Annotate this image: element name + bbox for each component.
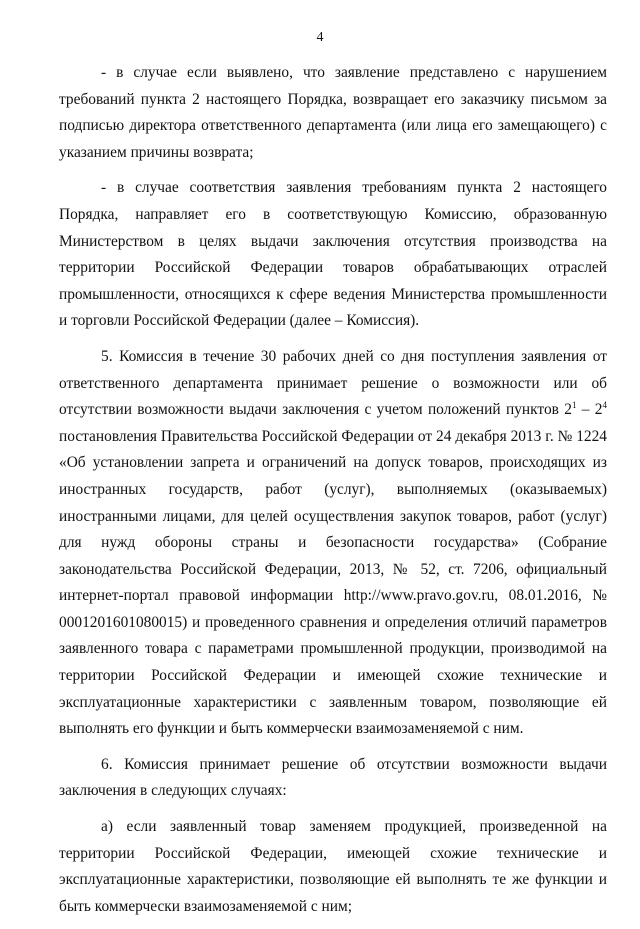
item-5-text-start: 5. Комиссия в течение 30 рабочих дней со дня поступления заявления от ответственного департамента принимает решение о возможности или об отсутствии возможности выдачи заключения с учетом положений пунктов 2 <box>59 347 607 419</box>
paragraph-commission-referral: - в случае соответствия заявления требованиям пункта 2 настоящего Порядка, направляет его в соответствующую Комиссию, образованную Министерством в целях выдачи заключения отсутствия производства на территории Российской Федерации товаров обрабатывающих отраслей промышленности, относящихся к сфере ведения Министерства промышленности и торговли Российской Федерации (далее – Комиссия). <box>59 179 607 330</box>
page-number: 4 <box>316 30 324 45</box>
superscript-1: 1 <box>571 400 577 411</box>
paragraph-subitem-a: а) если заявленный товар заменяем продукцией, произведенной на территории Российской Федерации, имеющей схожие технические и эксплуатационные характеристики, позволяющие ей выполнять те же функции и быть коммерчески взаимозаменяемой с ним; <box>59 818 607 915</box>
superscript-4: 4 <box>602 400 607 411</box>
paragraph-item-6: 6. Комиссия принимает решение об отсутствии возможности выдачи заключения в следующих случаях: <box>59 755 607 800</box>
item-5-dash: – 2 <box>576 401 603 419</box>
paragraph-return-clause: - в случае если выявлено, что заявление представлено с нарушением требований пункта 2 настоящего Порядка, возвращает его заказчику письмом за подписью директора ответственного департамента (или лица его замещающего) с указанием причины возврата; <box>59 64 607 161</box>
document-body <box>59 60 607 929</box>
item-5-text-end: постановления Правительства Российской Федерации от 24 декабря 2013 г. № 1224 «Об установлении запрета и ограничений на допуск товаров, происходящих из иностранных государств, работ (услуг), выполняемых (оказываемых) иностранными лицами, для целей осуществления закупок товаров, работ (услуг) для нужд обороны страны и безопасности государства» (Собрание законодательства Российской Федерации, 2013, № 52, ст. 7206, официальный интернет-портал правовой информации http://www.pravo.gov.ru, 08.01.2016, № 0001201601080015) и проведенного сравнения и определения отличий параметров заявленного товара с параметрами промышленной продукции, производимой на территории Российской Федерации и имеющей схожие технические и эксплуатационные характеристики с заявленным товаром, позволяющие ей выполнять его функции и быть коммерчески взаимозаменяемой с ним. <box>59 427 607 738</box>
paragraph-item-5 <box>59 344 607 743</box>
